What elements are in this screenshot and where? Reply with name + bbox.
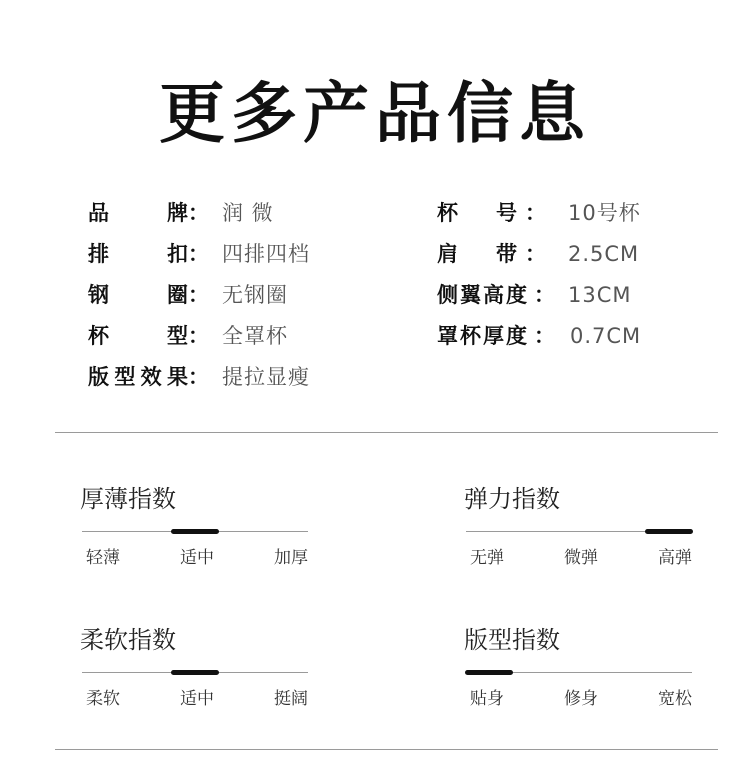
index-title: 厚薄指数 (80, 485, 176, 513)
spec-cup-type: 杯 型 ： 全罩杯 (88, 321, 348, 351)
index-tick-low: 无弹 (470, 548, 504, 568)
spec-effect: 版 型 效 果 ： 提拉显瘦 (88, 362, 348, 392)
index-title: 柔软指数 (80, 626, 176, 654)
index-tick-high: 高弹 (658, 548, 692, 568)
thickness-index (80, 479, 308, 569)
index-tick-mid: 适中 (180, 548, 214, 568)
index-tick-mid: 适中 (180, 689, 214, 709)
index-tick-mid: 微弹 (564, 548, 598, 568)
spec-value: 全罩杯 (222, 324, 288, 348)
spec-value: 提拉显瘦 (222, 365, 310, 389)
spec-value: 润 微 (222, 201, 274, 225)
spec-hook: 排 扣 ： 四排四档 (88, 239, 348, 269)
elasticity-index (464, 479, 692, 569)
index-tick-high: 宽松 (658, 689, 692, 709)
spec-label: 排 扣 (88, 242, 188, 266)
index-tick-high: 加厚 (274, 548, 308, 568)
index-marker (465, 670, 513, 675)
index-title: 版型指数 (464, 626, 560, 654)
spec-cup-thickness: 罩 杯 厚 度 ： 0.7CM (437, 321, 697, 351)
spec-value: 2.5CM (568, 242, 640, 266)
softness-index (80, 620, 308, 710)
spec-label: 肩 带 (437, 242, 517, 266)
spec-cup-size: 杯 号 ： 10号杯 (437, 198, 697, 228)
spec-brand: 品 牌 ： 润 微 (88, 198, 348, 228)
spec-label: 钢 圈 (88, 283, 188, 307)
spec-wing-height: 侧 翼 高 度 ： 13CM (437, 280, 697, 310)
spec-label: 杯 号 (437, 201, 517, 225)
page-title: 更多产品信息 (159, 75, 591, 152)
spec-value: 四排四档 (222, 242, 310, 266)
index-tick-low: 柔软 (86, 689, 120, 709)
spec-wire: 钢 圈 ： 无钢圈 (88, 280, 348, 310)
spec-label: 品 牌 (88, 201, 188, 225)
spec-label: 杯 型 (88, 324, 188, 348)
index-tick-low: 轻薄 (86, 548, 120, 568)
index-tick-mid: 修身 (564, 689, 598, 709)
spec-label: 侧 翼 高 度 (437, 283, 527, 307)
section-divider (55, 432, 718, 433)
bottom-divider (55, 749, 718, 750)
spec-label: 版 型 效 果 (88, 365, 188, 389)
index-title: 弹力指数 (464, 485, 560, 513)
spec-value: 13CM (568, 283, 632, 307)
index-tick-high: 挺阔 (274, 689, 308, 709)
index-tick-low: 贴身 (470, 689, 504, 709)
spec-strap: 肩 带 ： 2.5CM (437, 239, 697, 269)
fit-index (464, 620, 692, 710)
spec-value: 无钢圈 (222, 283, 288, 307)
spec-value: 10号杯 (568, 201, 641, 225)
index-marker (645, 529, 693, 534)
spec-label: 罩 杯 厚 度 (437, 324, 527, 348)
index-marker (171, 670, 219, 675)
spec-value: 0.7CM (570, 324, 642, 348)
index-marker (171, 529, 219, 534)
